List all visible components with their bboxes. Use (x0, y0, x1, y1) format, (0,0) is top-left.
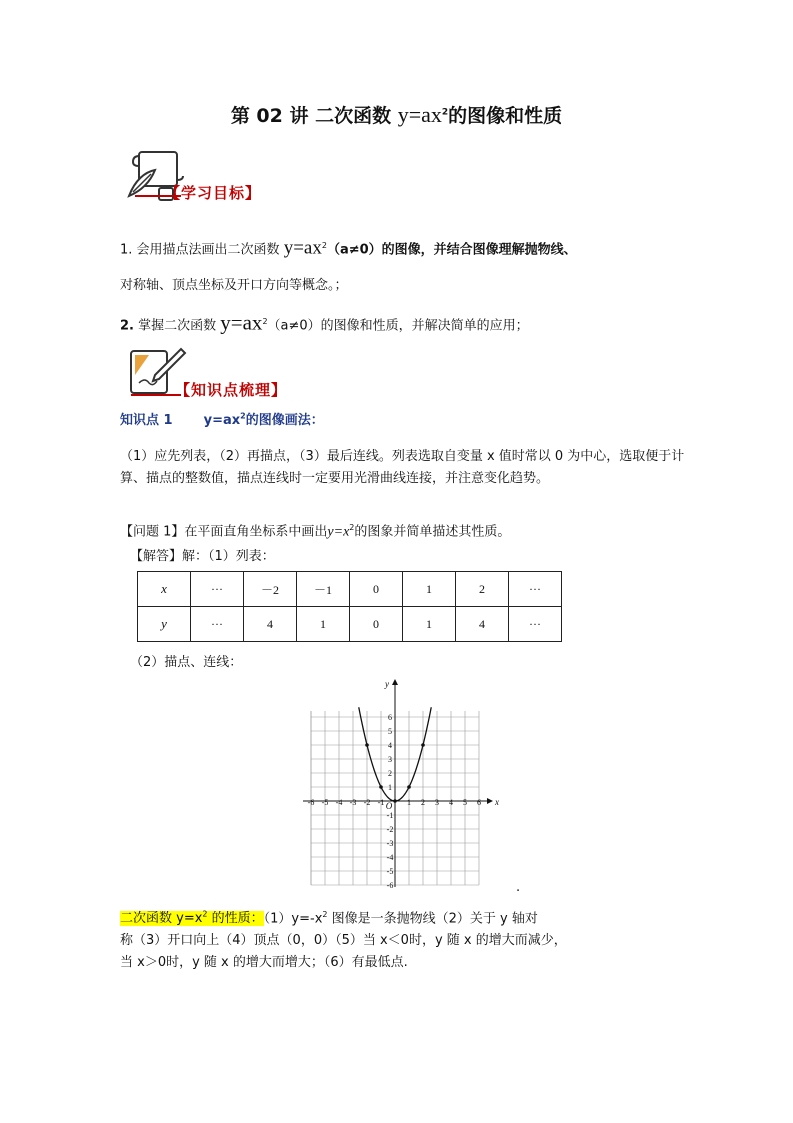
table-cell: 1 (403, 572, 456, 607)
parabola-graph (295, 675, 520, 895)
properties-line-2: 称（3）开口向上（4）顶点（0，0）（5）当 x＜0时，y 随 x 的增大而减少， (120, 933, 567, 949)
highlight-suffix: 的性质： (207, 911, 264, 927)
x-tick-label: 3 (435, 798, 439, 807)
properties-highlight (120, 911, 264, 926)
prop-l1-b: 图像是一条抛物线（2）关于 y 轴对 (327, 911, 538, 927)
table-cell: 1 (297, 607, 350, 642)
objective-2-num: 2. (120, 318, 134, 334)
data-point (407, 785, 411, 789)
y-tick-label: 5 (388, 727, 392, 736)
objective-2-text-a: 掌握二次函数 (138, 318, 221, 334)
objective-2-text-b: （a≠0）的图像和性质，并解决简单的应用； (267, 318, 529, 334)
table-cell: 4 (244, 607, 297, 642)
table-cell: －2 (244, 572, 297, 607)
objective-1-num: 1. (120, 242, 133, 258)
data-point (379, 785, 383, 789)
question-formula: y=x (327, 524, 350, 540)
prop-l1-exponent: 2 (322, 910, 328, 919)
x-tick-label: -1 (377, 798, 385, 807)
trailing-period: . (516, 880, 521, 895)
knowledge-point-1 (120, 409, 324, 428)
y-axis-label: y (385, 679, 389, 689)
x-tick-label: -6 (307, 798, 315, 807)
objective-2-formula: y=ax (220, 310, 263, 335)
table-cell: 2 (456, 572, 509, 607)
table-cell: ··· (191, 572, 244, 607)
y-tick-label: -3 (386, 839, 394, 848)
title-exponent: 2 (441, 107, 449, 118)
x-tick-label: -5 (321, 798, 329, 807)
y-axis-arrow (392, 679, 398, 685)
table-cell: 4 (456, 607, 509, 642)
x-tick-label: 2 (421, 798, 425, 807)
x-tick-label: -2 (363, 798, 371, 807)
y-tick-label: 4 (388, 741, 392, 750)
table-cell: ··· (509, 572, 562, 607)
kp-formula: y=ax (203, 413, 241, 428)
step-2: （2）描点、连线： (130, 655, 243, 670)
objective-1-exponent: 2 (321, 241, 327, 250)
tick-labels (308, 679, 499, 890)
title-prefix: 第 02 讲 二次函数 (230, 105, 398, 127)
x-axis-label: x (495, 797, 499, 807)
x-tick-label: 5 (463, 798, 467, 807)
y-tick-label: -2 (386, 825, 394, 834)
x-tick-label: 6 (477, 798, 481, 807)
method-text: （1）应先列表，（2）再描点，（3）最后连线。列表选取自变量 x 值时常以 0 为中心，选取便于计算、描点的整数值，描点连线时一定要用光滑曲线连接，并注意变化趋势。 (120, 449, 685, 486)
data-point (393, 799, 397, 803)
y-tick-label: -5 (386, 867, 394, 876)
question-tag: 【问题 1】 (120, 524, 185, 540)
x-tick-label: 1 (407, 798, 411, 807)
objective-1-formula: y=ax (283, 237, 322, 259)
answer-intro: 【解答】解：（1）列表： (130, 549, 275, 564)
value-table (137, 571, 562, 642)
y-tick-label: 2 (388, 769, 392, 778)
objective-1-text-b: （a≠0）的图像，并结合图像理解抛物线、 (326, 242, 577, 258)
axes (303, 679, 493, 887)
highlight-exponent: 2 (202, 910, 208, 919)
x-tick-label: 4 (449, 798, 453, 807)
knowledge-banner (125, 345, 345, 399)
kp-label: 知识点 1 (120, 413, 173, 428)
y-tick-label: 6 (388, 713, 392, 722)
knowledge-label: 【知识点梳理】 (175, 381, 288, 399)
kp-exponent: 2 (240, 411, 246, 421)
objective-2-exponent: 2 (262, 317, 268, 326)
table-cell: ··· (191, 607, 244, 642)
x-tick-label: -3 (349, 798, 357, 807)
y-tick-label: -1 (386, 811, 394, 820)
page-title (0, 101, 793, 128)
highlight-text: 二次函数 y=x (120, 911, 203, 927)
question-1 (120, 518, 510, 542)
table-row (138, 572, 562, 607)
table-cell: x (138, 572, 191, 607)
learning-goals-label: 【学习目标】 (165, 184, 262, 202)
properties-text (120, 904, 600, 974)
table-cell: ··· (509, 607, 562, 642)
table-cell: －1 (297, 572, 350, 607)
table-cell: 1 (403, 607, 456, 642)
y-tick-label: 1 (388, 783, 392, 792)
table-cell: 0 (350, 607, 403, 642)
data-point (365, 743, 369, 747)
table-cell: y (138, 607, 191, 642)
properties-line-3: 当 x＞0时，y 随 x 的增大而增大；（6）有最低点. (120, 955, 408, 971)
objective-1-text-a: 会用描点法画出二次函数 (136, 242, 284, 258)
x-tick-label: -4 (335, 798, 343, 807)
properties-line-1 (120, 904, 600, 930)
origin-label: O (385, 801, 393, 811)
prop-l1-a: （1）y=-x (263, 911, 323, 927)
x-axis-arrow (487, 798, 493, 804)
y-tick-label: 3 (388, 755, 392, 764)
objective-1-line2: 对称轴、顶点坐标及开口方向等概念。； (120, 278, 348, 293)
y-tick-label: -6 (386, 881, 394, 890)
table-cell: 0 (350, 572, 403, 607)
kp-suffix: 的图像画法： (245, 413, 324, 428)
title-suffix: 的图像和性质 (448, 105, 563, 127)
objective-1 (120, 236, 577, 260)
question-exponent: 2 (349, 523, 355, 532)
objective-2 (120, 312, 529, 336)
title-formula: y=ax (397, 102, 442, 127)
question-text-a: 在平面直角坐标系中画出 (184, 524, 328, 540)
table-row (138, 607, 562, 642)
learning-goals-banner (125, 150, 325, 202)
y-tick-label: -4 (386, 853, 394, 862)
data-point (421, 743, 425, 747)
question-text-b: 的图象并简单描述其性质。 (354, 524, 511, 540)
